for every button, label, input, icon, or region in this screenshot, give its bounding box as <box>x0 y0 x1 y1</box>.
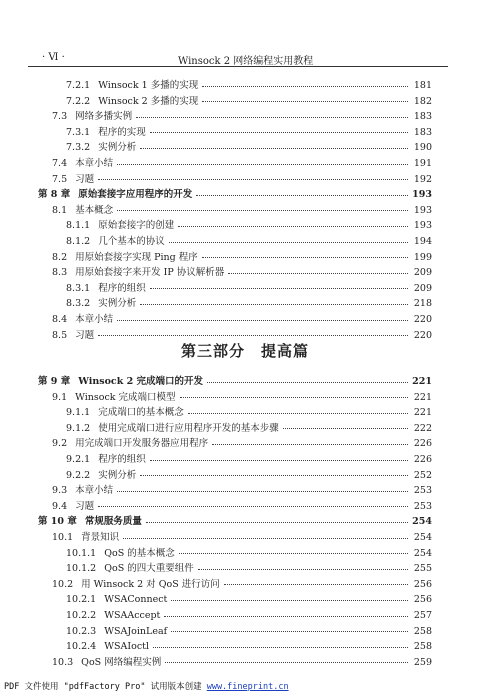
part-title: 第三部分 提高篇 <box>180 342 309 360</box>
toc-entry <box>52 392 432 404</box>
toc-entry <box>66 423 432 435</box>
toc-title: Winsock 1 多播的实现 <box>98 80 199 91</box>
toc-number: 10.2.4 <box>66 641 97 653</box>
toc-entry <box>66 594 432 606</box>
dot-leader <box>202 257 408 258</box>
toc-page-number: 258 <box>413 625 432 637</box>
dot-leader <box>212 444 408 445</box>
toc-number: 10.2 <box>52 578 74 590</box>
toc-entry <box>52 205 432 217</box>
dot-leader <box>171 600 408 601</box>
toc-number: 第 10 章 <box>38 516 77 528</box>
toc-number: 8.1.2 <box>66 236 91 247</box>
toc-page-number: 221 <box>412 376 432 387</box>
toc-number: 7.3.2 <box>66 142 91 154</box>
dot-leader <box>202 101 408 102</box>
dot-leader <box>283 428 408 429</box>
toc-title: 程序的实现 <box>98 126 146 138</box>
toc-page-number: 183 <box>413 126 432 138</box>
toc-page-number: 256 <box>413 578 432 590</box>
toc-title: 实例分析 <box>98 298 137 310</box>
toc-number: 7.2.1 <box>66 80 91 91</box>
toc-title: Winsock 2 完成端口的开发 <box>78 376 204 387</box>
toc-page-number: 194 <box>413 236 432 247</box>
toc-title: 原始套接字的创建 <box>98 220 175 232</box>
toc-number: 7.3 <box>52 111 68 123</box>
toc-page-number: 259 <box>413 656 432 668</box>
dot-leader <box>202 86 408 87</box>
dot-leader <box>117 164 408 165</box>
toc-page-number: 209 <box>413 282 432 294</box>
toc-page-number: 191 <box>413 158 432 169</box>
toc-number: 9.1.2 <box>66 422 91 434</box>
toc-title: 习题 <box>75 329 95 341</box>
dot-leader <box>178 226 408 227</box>
toc-entry <box>66 470 432 482</box>
page-number: · Ⅵ · <box>42 52 65 63</box>
toc-number: 10.2.3 <box>66 625 97 637</box>
dot-leader <box>98 335 408 336</box>
toc-entry <box>66 626 432 638</box>
dot-leader <box>207 382 408 383</box>
toc-number: 10.2.1 <box>66 594 97 606</box>
toc-number: 8.3 <box>52 267 68 279</box>
toc-page-number: 199 <box>413 251 432 263</box>
toc-entry <box>38 376 432 388</box>
toc-number: 8.3.2 <box>66 298 91 310</box>
toc-number: 9.2.1 <box>66 454 91 465</box>
running-title: Winsock 2 网络编程实用教程 <box>178 56 314 67</box>
toc-entry <box>66 220 432 232</box>
toc-number: 10.1.1 <box>66 547 97 559</box>
toc-page-number: 193 <box>413 204 432 216</box>
dot-leader <box>150 132 408 133</box>
toc-number: 第 8 章 <box>38 189 71 201</box>
toc-number: 10.2.2 <box>66 610 97 621</box>
toc-entry <box>52 111 432 123</box>
dot-leader <box>146 522 408 523</box>
toc-page-number: 252 <box>413 469 432 481</box>
toc-number: 7.2.2 <box>66 95 91 107</box>
toc-page-number: 220 <box>413 314 432 325</box>
dot-leader <box>171 631 408 632</box>
toc-page-number: 258 <box>413 641 432 653</box>
toc-title: 原始套接字应用程序的开发 <box>78 189 193 201</box>
footer-link[interactable]: www.fineprint.cn <box>206 682 289 692</box>
toc-title: 程序的组织 <box>98 282 146 294</box>
dot-leader <box>117 320 408 321</box>
toc-title: 常规服务质量 <box>84 516 142 528</box>
toc-title: 网络多播实例 <box>75 111 133 123</box>
toc-number: 9.1.1 <box>66 407 91 419</box>
dot-leader <box>164 616 408 617</box>
toc-title: 完成端口的基本概念 <box>98 407 184 419</box>
toc-number: 8.4 <box>52 314 68 325</box>
toc-title: 用原始套接字来开发 IP 协议解析器 <box>75 267 225 279</box>
toc-page-number: 255 <box>413 563 432 575</box>
toc-page-number: 190 <box>413 142 432 154</box>
toc-entry <box>66 641 432 653</box>
toc-page-number: 209 <box>413 267 432 279</box>
toc-number: 8.1 <box>52 204 68 216</box>
toc-number: 9.2 <box>52 438 68 450</box>
dot-leader <box>117 491 408 492</box>
toc-title: QoS 的四大重要组件 <box>104 563 194 575</box>
toc-entry <box>66 96 432 108</box>
dot-leader <box>179 553 408 554</box>
toc-title: WSAJoinLeaf <box>104 625 168 637</box>
dot-leader <box>153 647 408 648</box>
dot-leader <box>150 288 408 289</box>
dot-leader <box>198 569 408 570</box>
toc-page-number: 181 <box>413 80 432 91</box>
toc-title: 背景知识 <box>81 532 120 543</box>
toc-number: 8.3.1 <box>66 282 91 294</box>
toc-entry <box>38 189 432 201</box>
toc-page-number: 254 <box>413 532 432 543</box>
dot-leader <box>140 475 408 476</box>
toc-title: Winsock 完成端口模型 <box>75 391 176 403</box>
dot-leader <box>224 584 408 585</box>
toc-title: 本章小结 <box>75 314 114 325</box>
toc-page-number: 226 <box>413 454 432 465</box>
toc-number: 10.1 <box>52 532 74 543</box>
toc-title: 本章小结 <box>75 158 114 169</box>
toc-entry <box>66 563 432 575</box>
toc-title: Winsock 2 多播的实现 <box>98 95 199 107</box>
toc-page-number: 253 <box>413 500 432 512</box>
toc-number: 7.4 <box>52 158 68 169</box>
toc-title: 实例分析 <box>98 142 137 154</box>
toc-title: 用 Winsock 2 对 QoS 进行访问 <box>81 578 220 590</box>
toc-title: 使用完成端口进行应用程序开发的基本步骤 <box>98 422 279 434</box>
toc-title: WSAAccept <box>104 610 161 621</box>
dot-leader <box>228 273 408 274</box>
toc-entry <box>66 610 432 622</box>
toc-page-number: 182 <box>413 95 432 107</box>
toc-title: 习题 <box>75 173 95 185</box>
toc-entry <box>66 236 432 248</box>
toc-title: QoS 网络编程实例 <box>81 656 162 668</box>
toc-page-number: 253 <box>413 485 432 497</box>
toc-number: 7.5 <box>52 173 68 185</box>
toc-entry <box>52 579 432 591</box>
toc-number: 8.5 <box>52 329 68 341</box>
toc-number: 9.1 <box>52 391 68 403</box>
toc-number: 10.1.2 <box>66 563 97 575</box>
footer-text: PDF 文件使用 "pdfFactory Pro" 试用版本创建 <box>4 682 207 692</box>
toc-entry <box>66 142 432 154</box>
toc-entry <box>52 158 432 170</box>
toc-page-number: 183 <box>413 111 432 123</box>
toc-number: 10.3 <box>52 656 74 668</box>
toc-entry <box>66 298 432 310</box>
pdf-footer <box>4 680 289 692</box>
toc-entry <box>52 501 432 513</box>
toc-entry <box>52 252 432 264</box>
dot-leader <box>117 210 408 211</box>
toc-page-number: 254 <box>412 516 432 528</box>
toc-entry <box>52 314 432 326</box>
toc-entry <box>66 454 432 466</box>
toc-title: 几个基本的协议 <box>98 236 165 247</box>
toc-title: 用原始套接字实现 Ping 程序 <box>75 251 198 263</box>
dot-leader <box>140 304 408 305</box>
toc-entry <box>66 283 432 295</box>
toc-page-number: 222 <box>413 422 432 434</box>
dot-leader <box>188 413 408 414</box>
toc-page-number: 193 <box>412 189 432 201</box>
toc-entry <box>66 407 432 419</box>
toc-page-number: 257 <box>413 610 432 621</box>
toc-entry <box>38 516 432 528</box>
toc-entry <box>52 532 432 544</box>
dot-leader <box>169 242 408 243</box>
toc-title: WSAConnect <box>104 594 168 606</box>
toc-entry <box>52 438 432 450</box>
toc-title: 实例分析 <box>98 469 137 481</box>
toc-entry <box>52 174 432 186</box>
dot-leader <box>180 397 408 398</box>
toc-number: 9.2.2 <box>66 469 91 481</box>
toc-number: 7.3.1 <box>66 126 91 138</box>
dot-leader <box>136 117 408 118</box>
toc-entry <box>52 485 432 497</box>
toc-page-number: 218 <box>413 298 432 310</box>
toc-page-number: 254 <box>413 547 432 559</box>
toc-title: 基本概念 <box>75 204 114 216</box>
toc-page-number: 221 <box>413 391 432 403</box>
toc-page-number: 221 <box>413 407 432 419</box>
toc-title: 用完成端口开发服务器应用程序 <box>75 438 209 450</box>
toc-title: WSAIoctl <box>104 641 150 653</box>
toc-entry <box>66 80 432 92</box>
toc-title: 程序的组织 <box>98 454 146 465</box>
toc-entry <box>52 657 432 669</box>
toc-number: 8.2 <box>52 251 68 263</box>
dot-leader <box>98 506 408 507</box>
dot-leader <box>140 148 408 149</box>
toc-number: 9.4 <box>52 500 68 512</box>
toc-entry <box>66 548 432 560</box>
toc-page-number: 192 <box>413 173 432 185</box>
toc-number: 第 9 章 <box>38 376 71 387</box>
toc-page-number: 193 <box>413 220 432 232</box>
toc-page-number: 220 <box>413 329 432 341</box>
toc-entry <box>66 127 432 139</box>
toc-title: 本章小结 <box>75 485 114 497</box>
dot-leader <box>196 195 408 196</box>
dot-leader <box>123 538 408 539</box>
toc-title: 习题 <box>75 500 95 512</box>
toc-number: 9.3 <box>52 485 68 497</box>
dot-leader <box>98 179 408 180</box>
toc-page-number: 256 <box>413 594 432 606</box>
toc-number: 8.1.1 <box>66 220 91 232</box>
dot-leader <box>165 662 408 663</box>
dot-leader <box>150 460 408 461</box>
toc-title: QoS 的基本概念 <box>104 547 175 559</box>
toc-entry <box>52 267 432 279</box>
toc-page-number: 226 <box>413 438 432 450</box>
